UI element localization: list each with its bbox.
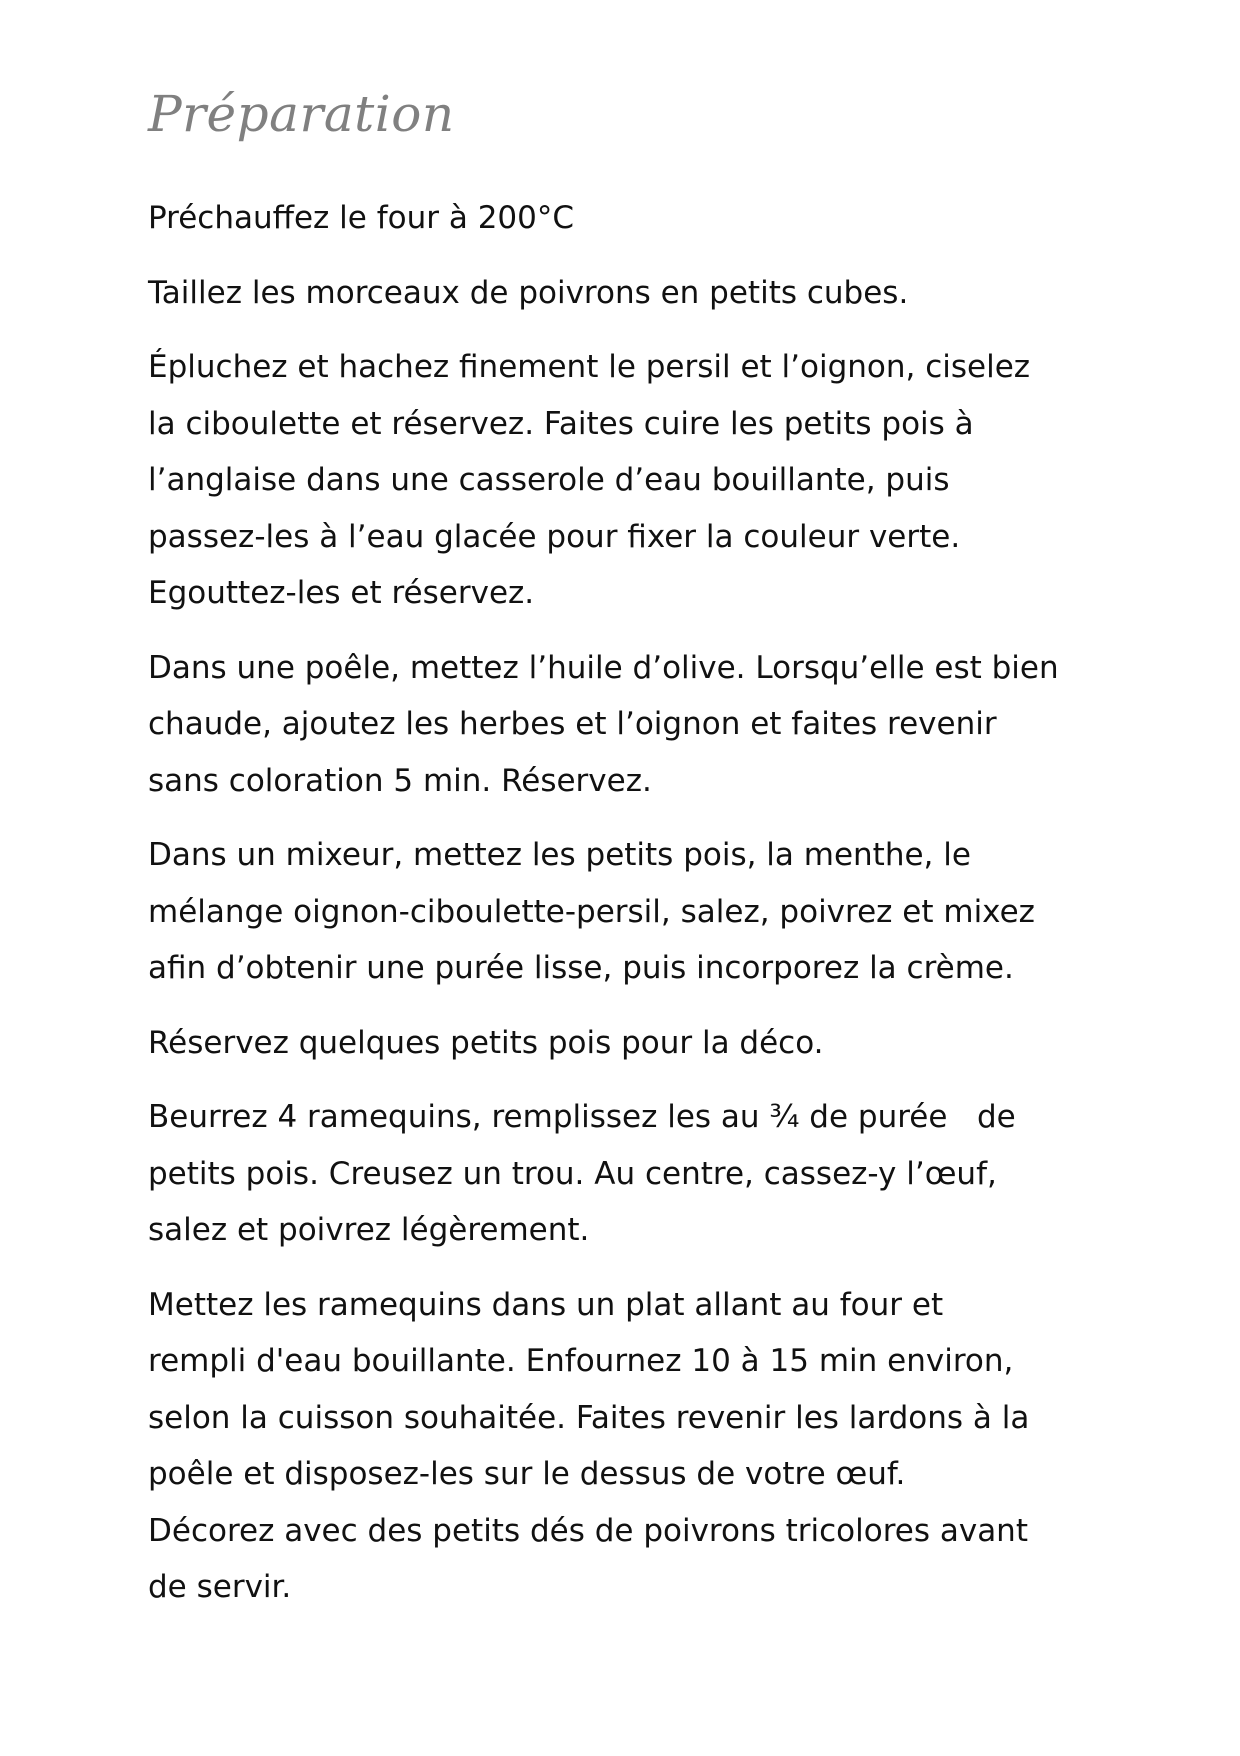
text-line: passez-les à l’eau glacée pour fixer la couleur verte. (148, 518, 961, 555)
paragraph-herbs-peas (148, 339, 1108, 622)
paragraph-mixer (148, 827, 1108, 997)
paragraph-ramequins (148, 1089, 1108, 1259)
text-line: petits pois. Creusez un trou. Au centre, cassez-y l’œuf, (148, 1155, 997, 1192)
text-line: Mettez les ramequins dans un plat allant au four et (148, 1286, 944, 1323)
text-line: Épluchez et hachez finement le persil et l’oignon, ciselez (148, 349, 1031, 385)
text-line: Préchauffez le four à 200°C (148, 200, 575, 236)
section-heading: Préparation (148, 85, 455, 143)
text-line: Dans un mixeur, mettez les petits pois, la menthe, le (148, 837, 971, 873)
text-line: chaude, ajoutez les herbes et l’oignon et faites revenir (148, 706, 997, 742)
text-line: sans coloration 5 min. Réservez. (148, 762, 652, 799)
text-line: mélange oignon-ciboulette-persil, salez, poivrez et mixez (148, 893, 1035, 930)
paragraph-peppers (148, 265, 1108, 322)
text-line: Dans une poêle, mettez l’huile d’olive. Lorsqu’elle est bien (148, 649, 1059, 686)
text-line: l’anglaise dans une casserole d’eau bouillante, puis (148, 462, 950, 498)
text-line: selon la cuisson souhaitée. Faites revenir les lardons à la (148, 1399, 1030, 1436)
text-line: Egouttez-les et réservez. (148, 575, 535, 611)
text-line: la ciboulette et réservez. Faites cuire les petits pois à (148, 405, 974, 442)
instructions-body (148, 190, 1108, 1634)
text-line: salez et poivrez légèrement. (148, 1212, 590, 1248)
text-line: Réservez quelques petits pois pour la déco. (148, 1024, 824, 1061)
text-line: Décorez avec des petits dés de poivrons tricolores avant (148, 1512, 1028, 1549)
paragraph-oven (148, 1277, 1108, 1616)
text-line: de servir. (148, 1569, 292, 1605)
text-line: Beurrez 4 ramequins, remplissez les au ¾ de purée de (148, 1099, 1016, 1135)
paragraph-reserve-peas (148, 1015, 1108, 1072)
text-line: Taillez les morceaux de poivrons en petits cubes. (148, 274, 909, 311)
text-line: afin d’obtenir une purée lisse, puis incorporez la crème. (148, 950, 1014, 986)
text-line: poêle et disposez-les sur le dessus de votre œuf. (148, 1456, 906, 1492)
paragraph-preheat (148, 190, 1108, 247)
text-line: rempli d'eau bouillante. Enfournez 10 à 15 min environ, (148, 1343, 1014, 1379)
paragraph-pan (148, 640, 1108, 810)
